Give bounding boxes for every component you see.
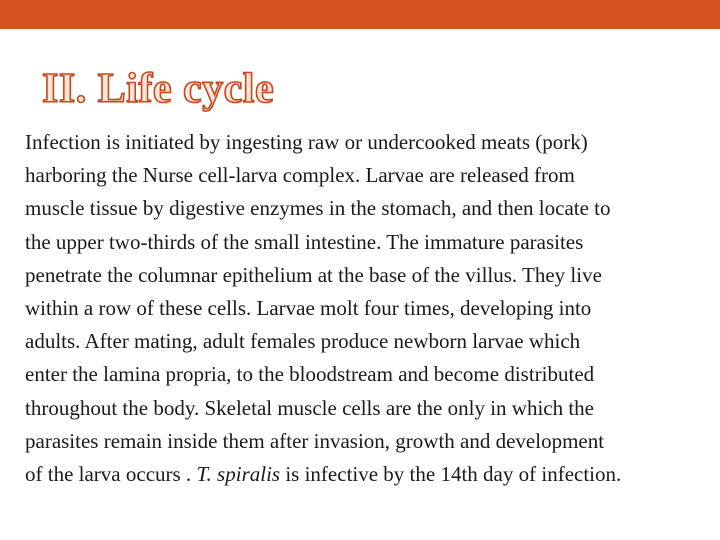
body-line: parasites remain inside them after invasion, growth and development [25,428,605,453]
body-paragraph [25,126,715,491]
top-accent-bar [0,0,720,29]
last-line-end: is infective by the 14th day of infection. [280,462,622,487]
body-line: Infection is initiated by ingesting raw or undercooked meats (pork) [25,130,588,154]
body-line: throughout the body. Skeletal muscle cells are the only in which the [25,395,594,420]
slide-title: II. Life cycle [42,66,275,112]
body-line: the upper two-thirds of the small intestine. The immature parasites [25,229,584,254]
species-name: T. spiralis [196,462,281,487]
body-line: within a row of these cells. Larvae molt four times, developing into [25,296,592,321]
body-line: muscle tissue by digestive enzymes in the stomach, and then locate to [25,196,611,221]
body-line: penetrate the columnar epithelium at the base of the villus. They live [25,262,602,287]
body-line: adults. After mating, adult females produce newborn larvae which [25,329,581,354]
body-line-last [25,458,715,491]
body-line: enter the lamina propria, to the bloodstream and become distributed [25,362,595,387]
last-line-start: of the larva occurs . [25,462,197,487]
body-line: harboring the Nurse cell-larva complex. Larvae are released from [25,163,575,188]
